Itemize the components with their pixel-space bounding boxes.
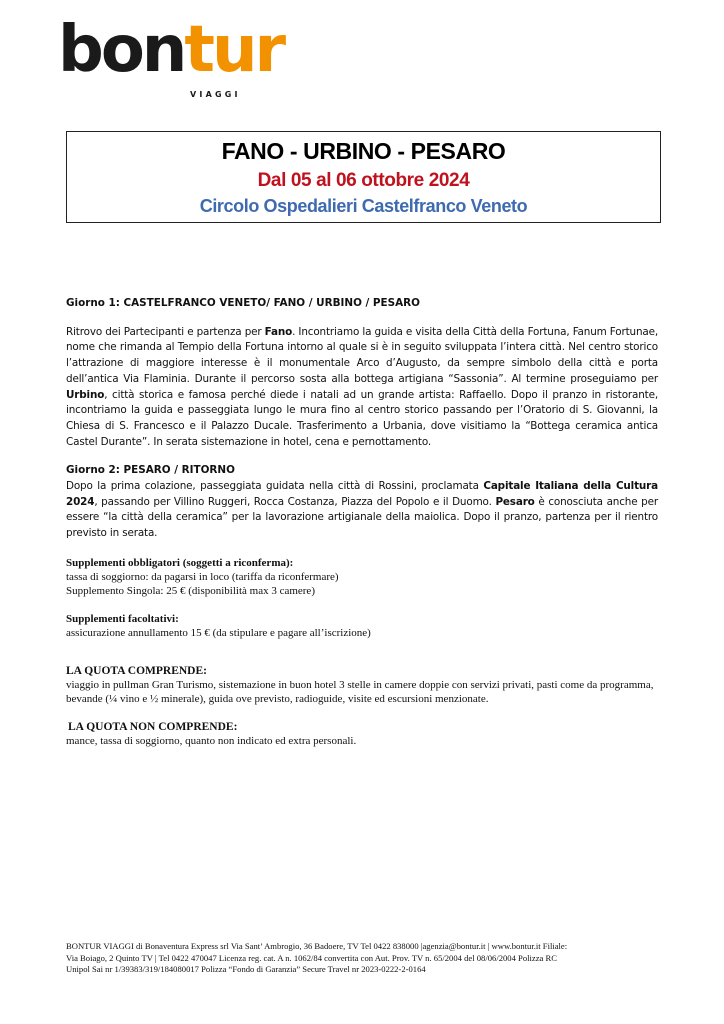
day1-bold-urbino: Urbino — [66, 388, 105, 401]
day2-heading: Giorno 2: PESARO / RITORNO — [66, 464, 235, 477]
logo-word-dark: bon — [58, 13, 185, 87]
day2-bold-pesaro: Pesaro — [495, 495, 535, 508]
day1-description — [66, 325, 658, 451]
includes-text: viaggio in pullman Gran Turismo, sistemazione in buon hotel 3 stelle in camere doppie con servizi privati, pasti come da programma, bevande (¼ vino e ½ minerale), guida ove previsto, radioguide, visite ed escursioni menzionate. — [66, 678, 654, 705]
day2-text-2: , passando per Villino Ruggeri, Rocca Costanza, Piazza del Popolo e il Duomo. — [94, 495, 496, 508]
day2-description — [66, 479, 658, 542]
logo-subtitle: VIAGGI — [190, 90, 241, 99]
day2-bold-capital: Capitale Italiana della Cultura 2024 — [66, 480, 658, 508]
day1-text-2: . Incontriamo la guida e visita della Città della Fortuna, Fanum Fortunae, nome che rimanda al Tempio della Fortuna intorno al quale si è in seguito sviluppata l’intera città. Nel centro storico l’attrazione di maggiore interesse è il monumentale Arco d’Augusto, da sempre simbolo della città e porta dell’antica Via Flaminia. Durante il percorso sosta alla bottega artigiana “Sassonia”. Al termine proseguiamo per — [66, 325, 658, 385]
footer-line: Unipol Sai nr 1/39383/319/184080017 Polizza “Fondo di Garanzia” Secure Travel nr 2023-0222-2-0164 — [66, 964, 426, 974]
optional-supplements-heading: Supplementi facoltativi: — [66, 612, 179, 625]
logo-wordmark — [58, 14, 283, 86]
logo-word-orange: tur — [184, 13, 284, 87]
trip-dates: Dal 05 al 06 ottobre 2024 — [257, 170, 470, 191]
mandatory-supplement-line: tassa di soggiorno: da pagarsi in loco (tariffa da riconfermare) — [66, 570, 339, 583]
optional-supplement-line: assicurazione annullamento 15 € (da stipulare e pagare all’iscrizione) — [66, 626, 371, 639]
day1-bold-fano: Fano — [264, 325, 293, 338]
footer-line: Via Boiago, 2 Quinto TV | Tel 0422 470047 Licenza reg. cat. A n. 1062/84 convertita con Aut. Prov. TV n. 65/2004 del 08/06/2004 Polizza RC — [66, 952, 557, 963]
day1-text-1: Ritrovo dei Partecipanti e partenza per — [66, 325, 265, 338]
footer-line: BONTUR VIAGGI di Bonaventura Express srl Via Sant’ Ambrogio, 36 Badoere, TV Tel 0422 838000 |agenzia@bontur.it | www.bontur.it Filiale: — [66, 941, 568, 951]
title-box — [66, 131, 661, 223]
excludes-heading: LA QUOTA NON COMPRENDE: — [68, 720, 238, 733]
day1-heading: Giorno 1: CASTELFRANCO VENETO/ FANO / URBINO / PESARO — [66, 297, 421, 309]
trip-title: FANO - URBINO - PESARO — [221, 138, 506, 164]
day2-text-1: Dopo la prima colazione, passeggiata guidata nella città di Rossini, proclamata — [66, 480, 484, 493]
includes-heading: LA QUOTA COMPRENDE: — [66, 664, 207, 677]
bontur-logo — [58, 13, 284, 99]
agency-footer — [66, 941, 666, 976]
trip-group: Circolo Ospedalieri Castelfranco Veneto — [199, 196, 528, 216]
excludes-text: mance, tassa di soggiorno, quanto non indicato ed extra personali. — [66, 734, 357, 747]
mandatory-supplement-line: Supplemento Singola: 25 € (disponibilità max 3 camere) — [66, 584, 315, 597]
program-content — [66, 296, 658, 748]
mandatory-supplements-heading: Supplementi obbligatori (soggetti a riconferma): — [66, 556, 294, 569]
day2-text-3: è conosciuta anche per essere “la città della ceramica” per la lavorazione artigianale della maiolica. Dopo il pranzo, partenza per il rientro previsto in serata. — [66, 495, 658, 540]
day1-text-3: , città storica e famosa perché diede i natali ad un grande artista: Raffaello. Dopo il pranzo in ristorante, incontriamo la guida e passeggiata lungo le mura fino al centro storico passando per l’Oratorio di S. Giovanni, la Chiesa di S. Francesco e il Palazzo Ducale. Trasferimento a Urbania, dove visitiamo la “Bottega ceramica antica Castel Durante”. In serata sistemazione in hotel, cena e pernottamento. — [66, 388, 658, 448]
